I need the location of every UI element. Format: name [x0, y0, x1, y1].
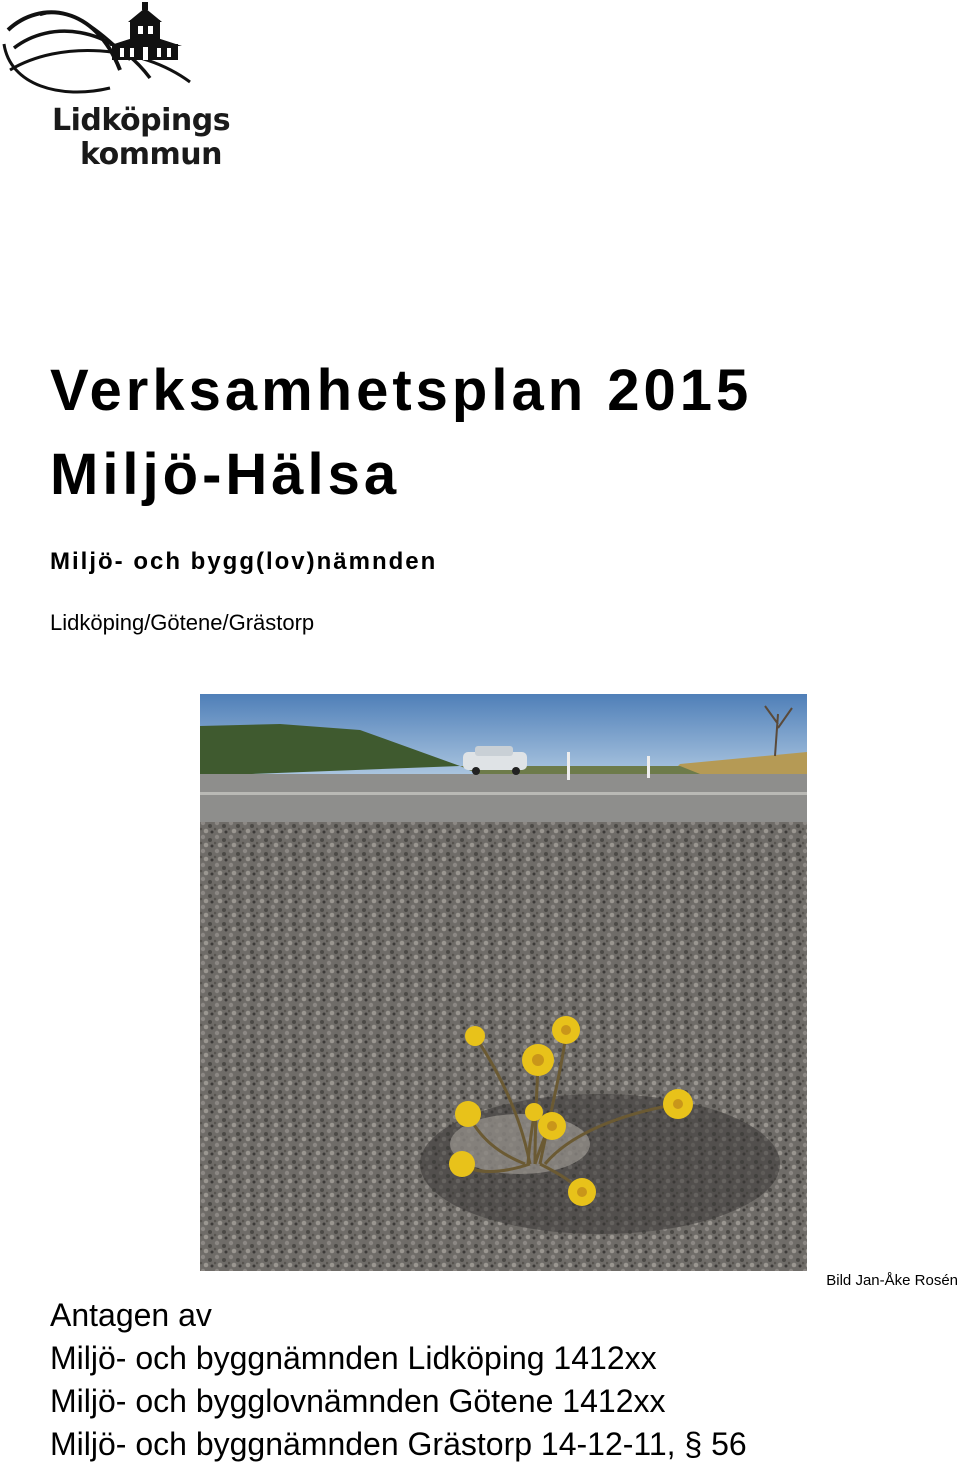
region-name: Lidköping/Götene/Grästorp: [50, 610, 315, 635]
adoption-block: [50, 1294, 747, 1466]
logo-text-lidkopings: Lidköpings: [52, 103, 231, 138]
committee-name: Miljö- och bygg(lov)nämnden: [50, 548, 438, 575]
adoption-line: Miljö- och bygglovnämnden Götene 1412xx: [50, 1383, 666, 1419]
adoption-line: Miljö- och byggnämnden Lidköping 1412xx: [50, 1340, 657, 1376]
adoption-line: Miljö- och byggnämnden Grästorp 14-12-11, § 56: [50, 1426, 747, 1462]
town-hall-emblem-icon: [0, 0, 210, 110]
municipality-logo: [0, 0, 231, 172]
document-subject: Miljö-Hälsa: [50, 442, 401, 507]
photo-credit: Bild Jan-Åke Rosén: [826, 1272, 958, 1289]
cover-photo: [200, 694, 807, 1271]
logo-text-kommun: kommun: [80, 137, 222, 172]
adoption-heading: Antagen av: [50, 1297, 212, 1333]
document-title: Verksamhetsplan 2015: [50, 358, 753, 423]
